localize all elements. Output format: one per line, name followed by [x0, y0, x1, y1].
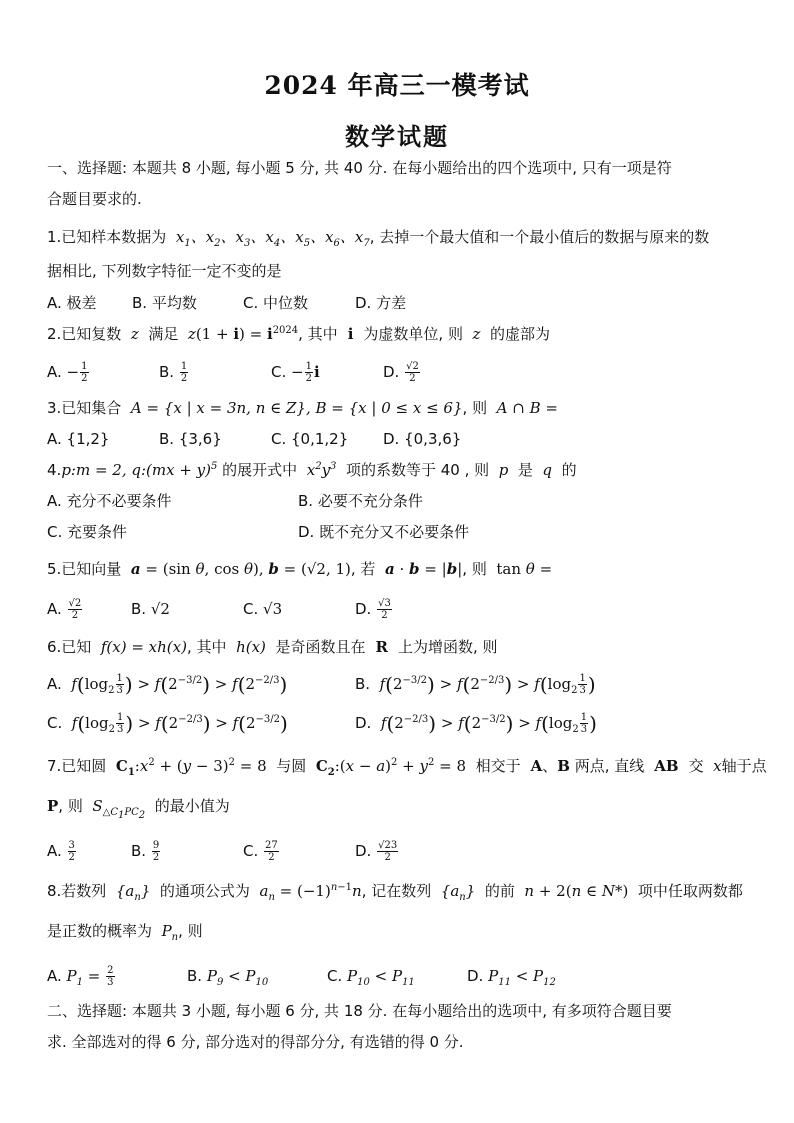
q5-option-c[interactable]: C. √3 [243, 600, 283, 618]
q6-option-d[interactable]: D. $f(2^{-2/3}) > f(2^{-3/2}) > f(\log_2$ $\frac{1}{3}$ ) [355, 711, 597, 736]
q1-stem: 1.已知样本数据为 $x_1$、$x_2$、$x_3$、$x_4$、$x_5$、$x_6$、$x_7$, 去掉一个最大值和一个最小值后的数据与原来的数 [47, 228, 710, 249]
section2-intro-line1: 二、选择题: 本题共 3 小题, 每小题 6 分, 共 18 分. 在每小题给出的选项中, 有多项符合题目要 [47, 1002, 672, 1020]
q7-option-b[interactable]: B. $\frac{9}{2}$ [131, 840, 160, 863]
q7-option-d[interactable]: D. $\frac{√23}{2}$ [355, 840, 398, 863]
q8-option-b[interactable]: B. $P_9 < P_{10}$ [187, 967, 269, 988]
q1-option-c[interactable]: C. 中位数 [243, 294, 309, 312]
q4-option-a[interactable]: A. 充分不必要条件 [47, 492, 172, 510]
q7-option-a[interactable]: A. $\frac{3}{2}$ [47, 840, 75, 863]
q8-stem-line2: 是正数的概率为 $P_n$, 则 [47, 922, 203, 943]
q6-option-b[interactable]: B. $f(2^{-3/2}) > f(2^{-2/3}) > f(\log_2$ $\frac{1}{3}$ ) [355, 672, 596, 697]
q6-stem: 6.已知 f(x) = xh(x), 其中 h(x) 是奇函数且在 R 上为增函数, 则 [47, 638, 498, 656]
section1-intro-line1: 一、选择题: 本题共 8 小题, 每小题 5 分, 共 40 分. 在每小题给出的四个选项中, 只有一项是符 [47, 159, 672, 177]
q4-stem: 4.p:m = 2, q:(mx + y)$^5$ 的展开式中 $x^2y^3$ 项的系数等于 40 , 则 p 是 q 的 [47, 461, 577, 479]
q1-option-a[interactable]: A. 极差 [47, 294, 97, 312]
q6-option-c[interactable]: C. $f(\log_2$ $\frac{1}{3}$ ) > $f(2^{-2/3}) > f(2^{-3/2})$ [47, 711, 288, 736]
q3-option-a[interactable]: A. {1,2} [47, 430, 110, 448]
q2-stem: 2.已知复数 z 满足 $z(1 + i) = i^{2024}$, 其中 i 为虚数单位, 则 z 的虚部为 [47, 325, 550, 343]
q3-option-b[interactable]: B. {3,6} [159, 430, 222, 448]
q2-option-d[interactable]: D. $\frac{√2}{2}$ [383, 361, 419, 384]
q2-option-c[interactable]: C. − $\frac{1}{2}$ i [271, 361, 320, 384]
q8-option-d[interactable]: D. $P_{11} < P_{12}$ [467, 967, 556, 988]
q1-sample-list: $x_1$、$x_2$、$x_3$、$x_4$、$x_5$、$x_6$、$x_7$ [171, 228, 370, 249]
section1-intro-line2: 合题目要求的. [47, 190, 142, 208]
q4-option-d[interactable]: D. 既不充分又不必要条件 [298, 523, 470, 541]
q2-option-a[interactable]: A. − $\frac{1}{2}$ [47, 361, 88, 384]
q3-option-c[interactable]: C. {0,1,2} [271, 430, 349, 448]
q4-option-b[interactable]: B. 必要不充分条件 [298, 492, 423, 510]
q8-option-c[interactable]: C. $P_{10} < P_{11}$ [327, 967, 415, 988]
q3-option-d[interactable]: D. {0,3,6} [383, 430, 462, 448]
q6-option-a[interactable]: A. $f(\log_2$ $\frac{1}{3}$ ) > $f(2^{-3/2}) > f(2^{-2/3})$ [47, 672, 288, 697]
q3-stem: 3.已知集合 A = {x | x = 3n, n ∈ Z}, B = {x | 0 ≤ x ≤ 6}, 则 A ∩ B = [47, 399, 558, 417]
q7-stem: 7.已知圆 $C_1:x^2 + (y - 3)^2 = 8$ 与圆 $C_2:(x - a)^2 + y^2 = 8$ 相交于 A、B 两点, 直线 AB 交 x轴于点 [47, 757, 767, 778]
q5-option-b[interactable]: B. √2 [131, 600, 170, 618]
section2-intro-line2: 求. 全部选对的得 6 分, 部分选对的得部分分, 有选错的得 0 分. [47, 1033, 464, 1051]
exam-subtitle: 数学试题 [345, 122, 449, 151]
q1-option-b[interactable]: B. 平均数 [132, 294, 197, 312]
q4-option-c[interactable]: C. 充要条件 [47, 523, 128, 541]
q2-option-b[interactable]: B. $\frac{1}{2}$ [159, 361, 188, 384]
exam-title: 2024 年高三一模考试 [264, 71, 530, 100]
q8-stem: 8.若数列 $\{a_n\}$ 的通项公式为 $a_n = (-1)^{n-1}n$, 记在数列 $\{a_n\}$ 的前 n + 2(n ∈ N*) 项中任取两数都 [47, 882, 743, 903]
q1-option-d[interactable]: D. 方差 [355, 294, 407, 312]
q7-option-c[interactable]: C. $\frac{27}{2}$ [243, 840, 278, 863]
q5-option-d[interactable]: D. $\frac{√3}{2}$ [355, 598, 391, 621]
q8-option-a[interactable]: A. $P_1$ = $\frac{2}{3}$ [47, 965, 114, 988]
q5-option-a[interactable]: A. $\frac{√2}{2}$ [47, 598, 82, 621]
q5-stem: 5.已知向量 a = (sin θ, cos θ), b = (√2, 1), 若 a · b = |b|, 则 tan θ = [47, 560, 553, 578]
q7-stem-line2: P, 则 $S_{\triangle C_1PC_2}$ 的最小值为 [47, 797, 230, 821]
q1-stem-line2: 据相比, 下列数字特征一定不变的是 [47, 262, 282, 280]
